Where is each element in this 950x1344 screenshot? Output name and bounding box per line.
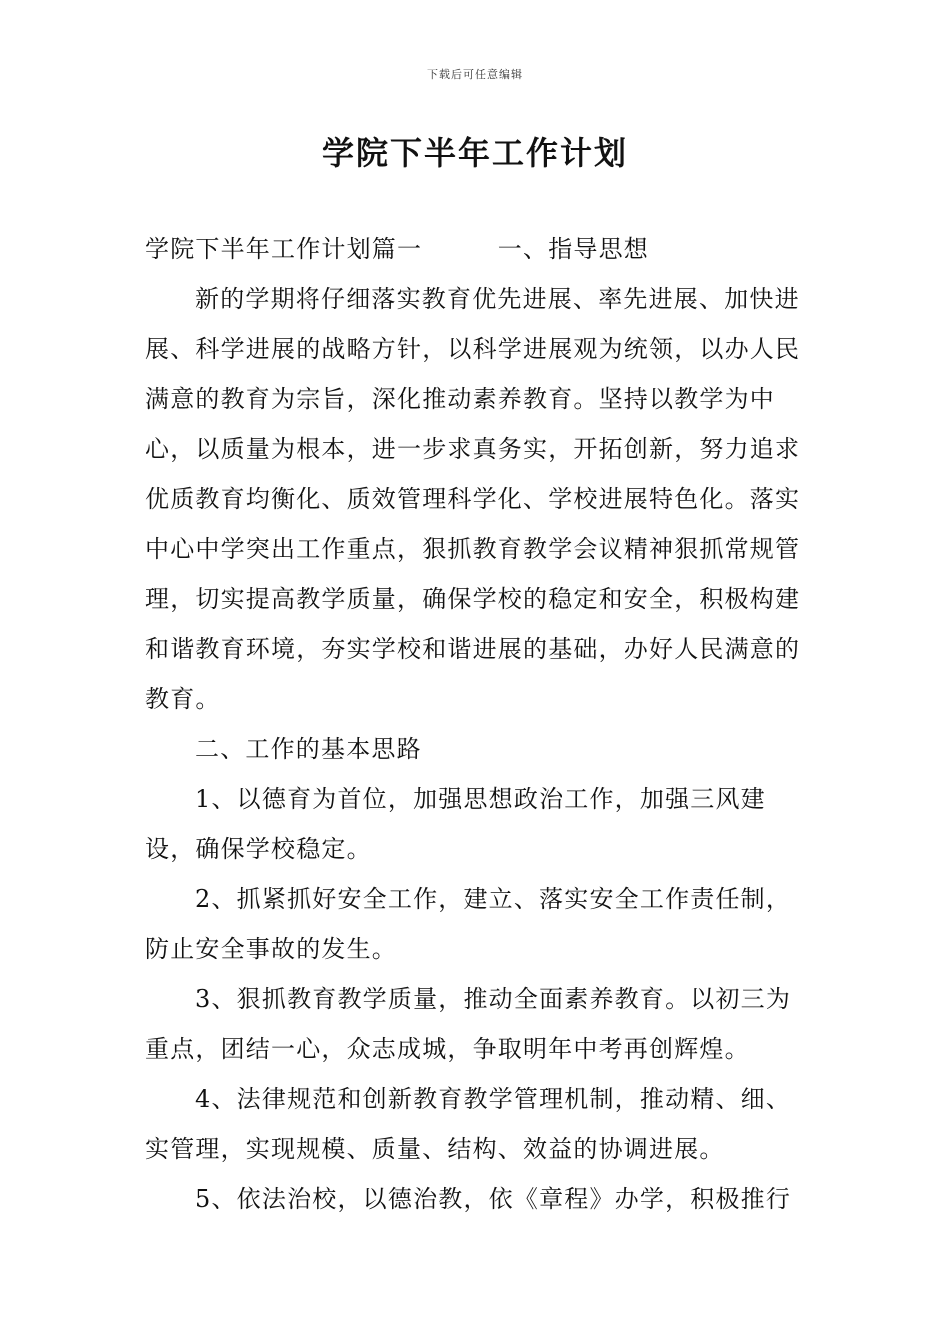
page-header-note: 下载后可任意编辑	[427, 68, 523, 81]
section-heading: 学院下半年工作计划篇一 一、指导思想	[145, 235, 649, 263]
list-item-1: 1、以德育为首位，加强思想政治工作，加强三风建设，确保学校稳定。	[145, 785, 766, 863]
heading-basic-ideas: 二、工作的基本思路	[195, 735, 422, 763]
document-body	[145, 224, 810, 1224]
list-item-4: 4、法律规范和创新教育教学管理机制，推动精、细、实管理，实现规模、质量、结构、效益的协调进展。	[145, 1085, 792, 1163]
document-title: 学院下半年工作计划	[321, 134, 628, 172]
list-item-2: 2、抓紧抓好安全工作，建立、落实安全工作责任制，防止安全事故的发生。	[145, 885, 792, 963]
list-item-3: 3、狠抓教育教学质量，推动全面素养教育。以初三为重点，团结一心，众志成城，争取明年中考再创辉煌。	[145, 985, 792, 1063]
paragraph-guiding-ideology: 新的学期将仔细落实教育优先进展、率先进展、加快进展、科学进展的战略方针，以科学进展观为统领，以办人民满意的教育为宗旨，深化推动素养教育。坚持以教学为中心，以质量为根本，进一步求真务实，开拓创新，努力追求优质教育均衡化、质效管理科学化、学校进展特色化。落实中心中学突出工作重点，狠抓教育教学会议精神狠抓常规管理，切实提高教学质量，确保学校的稳定和安全，积极构建和谐教育环境，夯实学校和谐进展的基础，办好人民满意的教育。	[145, 285, 801, 713]
list-item-5: 5、依法治校，以德治教，依《章程》办学，积极推行	[195, 1185, 792, 1213]
